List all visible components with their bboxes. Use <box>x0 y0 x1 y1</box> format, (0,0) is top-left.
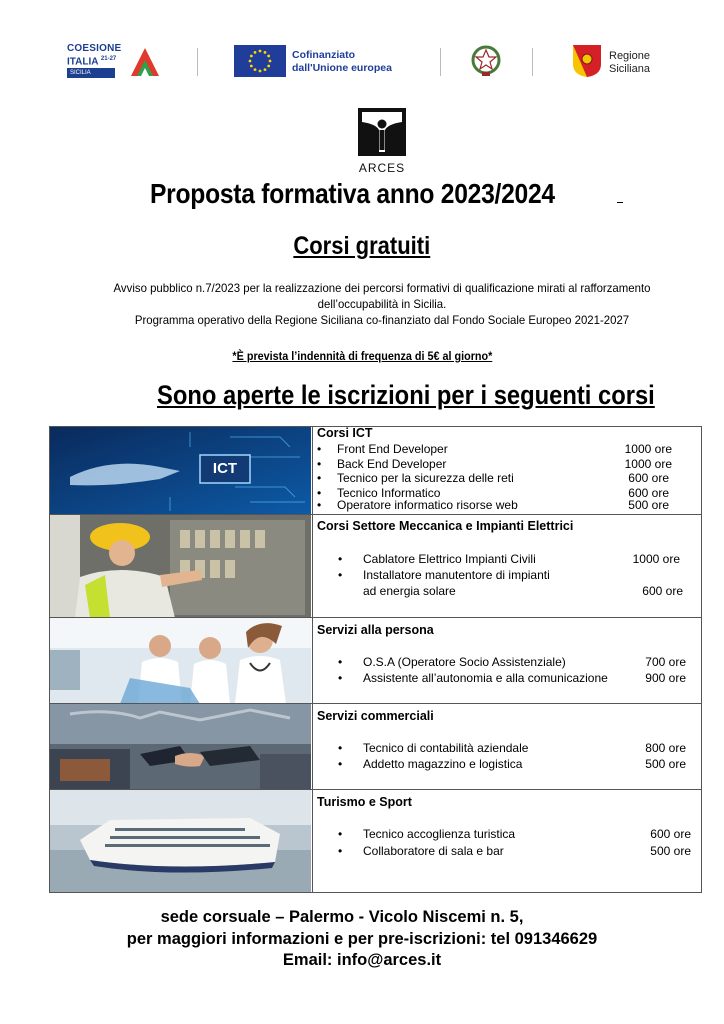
subtitle-wrapper <box>0 232 724 261</box>
healthcare-image <box>50 618 311 703</box>
iscrizioni-heading: Sono aperte le iscrizioni per i seguenti corsi <box>157 380 655 410</box>
category-title: Turismo e Sport <box>317 795 412 809</box>
course-hours: 600 ore <box>628 471 669 485</box>
course-item: • Collaboratore di sala e bar <box>338 844 504 858</box>
course-item: • Addetto magazzino e logistica <box>338 757 523 771</box>
eu-star-icon <box>267 55 270 58</box>
course-name: Cablatore Elettrico Impianti Civili <box>363 552 536 566</box>
course-hours: 1000 ore <box>624 442 672 456</box>
course-hours: 800 ore <box>645 741 686 755</box>
eu-line1: Cofinanziato <box>292 49 355 61</box>
course-item: • O.S.A (Operatore Socio Assistenziale) <box>338 655 566 669</box>
regione-line1: Regione <box>609 50 650 62</box>
course-name: Tecnico di contabilità aziendale <box>363 741 529 755</box>
category-title: Servizi commerciali <box>317 709 434 723</box>
course-category-commerciali <box>50 703 701 789</box>
course-name: Tecnico per la sicurezza delle reti <box>337 471 514 485</box>
cesione-years: 21-27 <box>100 56 117 62</box>
footer-email[interactable]: Email: info@arces.it <box>282 951 442 969</box>
title-underline-fragment <box>617 202 623 203</box>
cruise-ship-image <box>50 790 311 892</box>
course-hours: 1000 ore <box>624 457 672 471</box>
course-item: • Cablatore Elettrico Impianti Civili <box>338 552 536 566</box>
regione-line2: Siciliana <box>609 63 650 75</box>
eu-star-icon <box>267 65 270 68</box>
course-category-turismo <box>50 789 701 892</box>
category-title: Corsi ICT <box>317 426 373 440</box>
header-separator <box>532 48 533 76</box>
cesione-line1: COESIONE <box>67 43 122 54</box>
course-name: Tecnico accoglienza turistica <box>363 827 516 841</box>
footer-contacts: per maggiori informazioni e per pre-iscrizioni: tel 091346629 <box>126 930 598 948</box>
course-name: Assistente all’autonomia e alla comunicazione <box>363 671 608 685</box>
course-name: Back End Developer <box>337 457 447 471</box>
category-content <box>312 790 701 892</box>
regione-siciliana-text <box>609 50 650 76</box>
cesione-region: SICILIA <box>67 68 115 78</box>
regione-siciliana-shield-icon <box>572 44 602 78</box>
course-item: • Tecnico Informatico <box>317 486 441 500</box>
course-hours: 600 ore <box>628 486 669 500</box>
course-hours: 500 ore <box>650 844 691 858</box>
category-content <box>312 704 701 789</box>
course-name: Operatore informatico risorse web <box>337 498 518 512</box>
coesione-arrow-icon <box>127 46 163 78</box>
category-title: Corsi Settore Meccanica e Impianti Elettrici <box>317 519 574 533</box>
eu-star-icon <box>250 55 253 58</box>
course-name: Installatore manutentore di impianti <box>363 568 550 582</box>
eu-star-icon <box>259 70 262 73</box>
arces-label: ARCES <box>358 161 406 175</box>
page-title: Proposta formativa anno 2023/2024 <box>150 178 555 209</box>
course-item: • Back End Developer <box>317 457 447 471</box>
course-item: • Front End Developer <box>317 442 448 456</box>
course-name: Collaboratore di sala e bar <box>363 844 504 858</box>
course-item: • Operatore informatico risorse web <box>317 498 518 512</box>
category-content <box>312 618 701 703</box>
course-item: • Tecnico per la sicurezza delle reti <box>317 471 514 485</box>
course-hours: 500 ore <box>645 757 686 771</box>
course-category-ict <box>50 427 701 514</box>
eu-star-icon <box>250 65 253 68</box>
course-hours: 700 ore <box>645 655 686 669</box>
course-hours: 1000 ore <box>632 552 680 566</box>
avviso-line1: Avviso pubblico n.7/2023 per la realizzazione dei percorsi formativi di qualificazione mirati al rafforzamento <box>113 281 651 295</box>
courses-table <box>49 426 702 893</box>
eu-cofinanziato-text <box>292 49 392 75</box>
eu-star-icon <box>264 51 267 54</box>
eu-star-icon <box>269 60 272 63</box>
ict-image-label: ICT <box>212 460 238 477</box>
course-item: • Tecnico di contabilità aziendale <box>338 741 529 755</box>
subtitle: Corsi gratuiti <box>293 232 431 260</box>
footer-address: sede corsuale – Palermo - Vicolo Niscemi n. 5, <box>160 908 524 926</box>
category-title: Servizi alla persona <box>317 623 434 637</box>
business-handshake-image <box>50 704 311 789</box>
eu-star-icon <box>254 51 257 54</box>
indennita-note: *È prevista l’indennità di frequenza di 5€ al giorno* <box>232 349 492 363</box>
eu-star-icon <box>249 60 252 63</box>
course-item: • Assistente all’autonomia e alla comunicazione <box>338 671 608 685</box>
course-item: • Tecnico accoglienza turistica <box>338 827 516 841</box>
course-category-meccanica <box>50 514 701 617</box>
italian-republic-emblem-icon <box>470 44 502 78</box>
category-content <box>312 427 701 514</box>
eu-flag-icon <box>234 45 286 77</box>
eu-star-icon <box>254 68 257 71</box>
course-category-persona <box>50 617 701 703</box>
course-name: Tecnico Informatico <box>337 486 441 500</box>
avviso-line2: dell’occupabilità in Sicilia. <box>317 297 447 311</box>
header-separator <box>440 48 441 76</box>
avviso-line3: Programma operativo della Regione Siciliana co-finanziato dal Fondo Sociale Europeo 2021-2027 <box>134 313 630 327</box>
coesione-italia-logo <box>67 44 167 80</box>
course-hours: 500 ore <box>628 498 669 512</box>
eu-line2: dall'Unione europea <box>292 62 392 74</box>
header-separator <box>197 48 198 76</box>
course-name-continued: ad energia solare <box>363 584 456 598</box>
arces-logo-icon <box>358 108 406 156</box>
course-item: • Installatore manutentore di impianti <box>338 568 550 582</box>
ict-image <box>50 427 311 514</box>
electrician-image <box>50 515 311 617</box>
category-content <box>312 515 701 617</box>
course-name: O.S.A (Operatore Socio Assistenziale) <box>363 655 566 669</box>
cesione-line2: ITALIA $^{21-27}$ <box>67 56 117 68</box>
course-hours: 600 ore <box>642 584 683 598</box>
course-name: Front End Developer <box>337 442 448 456</box>
indennita-wrapper <box>0 347 724 365</box>
eu-star-icon <box>259 50 262 53</box>
course-hours: 600 ore <box>650 827 691 841</box>
course-name: Addetto magazzino e logistica <box>363 757 523 771</box>
course-hours: 900 ore <box>645 671 686 685</box>
eu-star-icon <box>264 68 267 71</box>
avviso-paragraph <box>95 280 669 328</box>
